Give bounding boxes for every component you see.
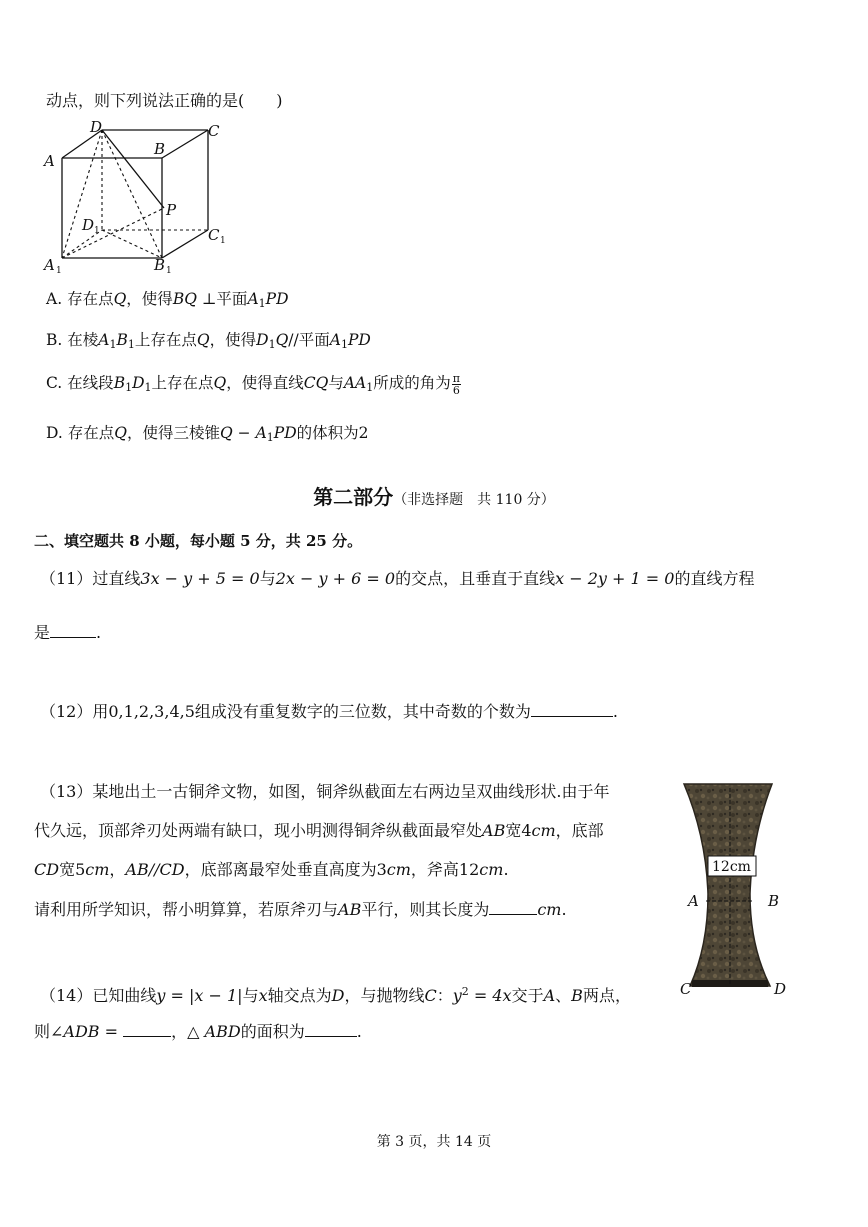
svg-text:1: 1	[56, 266, 62, 276]
label-D: D	[90, 118, 103, 136]
label-P: P	[166, 201, 177, 219]
question-13-line-1: （13）某地出土一古铜斧文物，如图，铜斧纵截面左右两边呈双曲线形状.由于年	[40, 782, 610, 801]
height-label: 12cm	[712, 859, 751, 875]
label-C: C	[208, 122, 220, 140]
option-d[interactable]: D. 存在点Q，使得三棱锥$Q - A_1PD$的体积为2	[46, 424, 369, 444]
bronze-axe-figure	[670, 776, 800, 1001]
option-a[interactable]: A. 存在点Q，使得BQ ⊥平面$A_1PD$	[46, 290, 289, 310]
answer-blank-12[interactable]	[531, 702, 613, 717]
axe-label-B: B	[768, 892, 780, 910]
label-A: A	[44, 152, 55, 170]
label-D1: D	[82, 216, 95, 234]
pi-over-6-fraction: $\frac{\pi}{6}$	[452, 371, 460, 397]
question-11: （11）过直线3x − y + 5 = 0与2x − y + 6 = 0的交点，且垂直于直线x − 2y + 1 = 0的直线方程	[40, 569, 755, 588]
answer-blank-13[interactable]	[489, 900, 537, 915]
axe-body	[684, 784, 772, 986]
question-10-tail: 动点，则下列说法正确的是( )	[46, 91, 283, 110]
page-footer: 第 3 页，共 14 页	[376, 1134, 492, 1150]
question-13-line-3: CD宽5cm，AB//CD，底部离最窄处垂直高度为3cm，斧高12cm.	[34, 860, 509, 879]
option-c[interactable]: C. 在线段$B_1D_1$上存在点Q，使得直线CQ与$AA_1$所成的角为 $\frac{\pi}{6}$	[46, 371, 460, 397]
axe-label-A: A	[688, 892, 699, 910]
answer-blank-14b[interactable]	[305, 1022, 357, 1037]
part-2-subtitle: （非选择题 共 110 分）	[393, 492, 555, 508]
cube-figure	[40, 118, 240, 283]
question-13-line-4: 请利用所学知识，帮小明算算，若原斧刃与AB平行，则其长度为 cm.	[34, 900, 567, 919]
question-11-line-2: 是 .	[34, 623, 102, 642]
question-13-line-2: 代久远，顶部斧刃处两端有缺口，现小明测得铜斧纵截面最窄处AB宽4cm，底部	[34, 821, 604, 840]
label-B: B	[154, 140, 166, 158]
axe-label-D: D	[774, 980, 787, 998]
part-2-title: 第二部分	[313, 485, 394, 509]
question-14-line-2: 则∠ADB = ，△ ABD的面积为 .	[34, 1022, 362, 1041]
label-C1: C	[208, 226, 220, 244]
answer-blank-14a[interactable]	[123, 1022, 171, 1037]
label-A1: A	[44, 256, 55, 274]
axe-label-C: C	[680, 980, 692, 998]
part-2-heading	[0, 481, 868, 510]
question-12: （12）用0,1,2,3,4,5组成没有重复数字的三位数，其中奇数的个数为 .	[40, 702, 618, 721]
option-b[interactable]: B. 在棱$A_1B_1$上存在点Q，使得$D_1Q//$平面$A_1PD$	[46, 331, 371, 351]
question-14-line-1: （14）已知曲线y = |x − 1|与x轴交点为D，与抛物线C：$y^2 = 4x$交于A、B两点，	[40, 985, 631, 1005]
section-2-heading: 二、填空题共 8 小题，每小题 5 分，共 25 分。	[34, 532, 363, 550]
label-B1: B	[154, 256, 166, 274]
svg-text:1: 1	[166, 266, 172, 276]
answer-blank-11[interactable]	[50, 623, 96, 638]
svg-text:1: 1	[220, 236, 226, 246]
svg-text:1: 1	[94, 226, 100, 236]
